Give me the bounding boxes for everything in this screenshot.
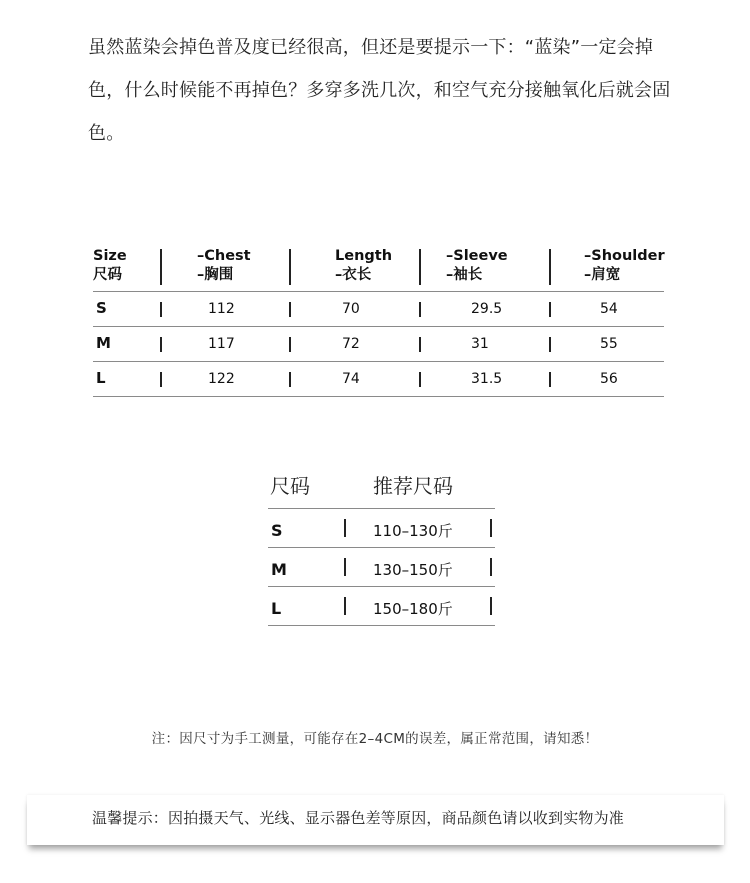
length-value: 74 — [342, 371, 360, 387]
header-size: 尺码 — [270, 474, 310, 498]
shoulder-value: 56 — [600, 371, 618, 387]
column-divider — [289, 302, 291, 317]
column-divider — [160, 372, 162, 387]
chest-value: 122 — [208, 371, 235, 387]
table-row — [93, 362, 664, 397]
header-size: Size 尺码 — [93, 248, 127, 283]
table-row — [93, 327, 664, 362]
column-divider — [289, 372, 291, 387]
weight-range: 110–130斤 — [373, 522, 453, 540]
column-divider — [490, 519, 492, 537]
column-divider — [419, 372, 421, 387]
column-divider — [344, 597, 346, 615]
header-shoulder: –Shoulder –肩宽 — [584, 248, 665, 283]
tip-banner — [27, 795, 724, 845]
table-row — [268, 548, 495, 587]
column-divider — [289, 337, 291, 352]
column-divider — [160, 249, 162, 285]
size-chart-header — [93, 244, 664, 292]
column-divider — [419, 337, 421, 352]
column-divider — [419, 302, 421, 317]
size-label: L — [271, 599, 282, 618]
table-row — [268, 587, 495, 626]
size-label: L — [96, 369, 106, 387]
sleeve-value: 31.5 — [471, 371, 503, 387]
intro-text: 虽然蓝染会掉色普及度已经很高，但还是要提示一下：“蓝染”一定会掉色，什么时候能不再掉色？多穿多洗几次，和空气充分接触氧化后就会固色。 — [88, 37, 671, 144]
column-divider — [490, 597, 492, 615]
column-divider — [549, 337, 551, 352]
table-row — [93, 292, 664, 327]
column-divider — [344, 558, 346, 576]
chest-value: 112 — [208, 301, 235, 317]
size-label: S — [96, 299, 107, 317]
column-divider — [490, 558, 492, 576]
sleeve-value: 29.5 — [471, 301, 503, 317]
weight-chart — [268, 462, 495, 626]
column-divider — [289, 249, 291, 285]
tip-text: 温馨提示：因拍摄天气、光线、显示器色差等原因，商品颜色请以收到实物为准 — [92, 809, 625, 827]
column-divider — [344, 519, 346, 537]
weight-range: 130–150斤 — [373, 561, 453, 579]
shoulder-value: 55 — [600, 336, 618, 352]
shoulder-value: 54 — [600, 301, 618, 317]
column-divider — [160, 337, 162, 352]
size-chart — [93, 244, 664, 397]
size-label: S — [271, 521, 283, 540]
column-divider — [549, 302, 551, 317]
sleeve-value: 31 — [471, 336, 489, 352]
length-value: 70 — [342, 301, 360, 317]
column-divider — [160, 302, 162, 317]
measurement-note: 注：因尺寸为手工测量，可能存在2–4CM的误差，属正常范围，请知悉！ — [151, 731, 599, 747]
size-label: M — [96, 334, 111, 352]
length-value: 72 — [342, 336, 360, 352]
column-divider — [549, 249, 551, 285]
header-sleeve: –Sleeve –袖长 — [446, 248, 508, 283]
weight-chart-header — [268, 462, 495, 509]
weight-range: 150–180斤 — [373, 600, 453, 618]
header-length: Length –衣长 — [335, 248, 393, 283]
table-row — [268, 509, 495, 548]
size-label: M — [271, 560, 287, 579]
header-recommended-size: 推荐尺码 — [373, 474, 453, 498]
header-chest: –Chest –胸围 — [197, 248, 251, 283]
chest-value: 117 — [208, 336, 235, 352]
column-divider — [419, 249, 421, 285]
column-divider — [549, 372, 551, 387]
